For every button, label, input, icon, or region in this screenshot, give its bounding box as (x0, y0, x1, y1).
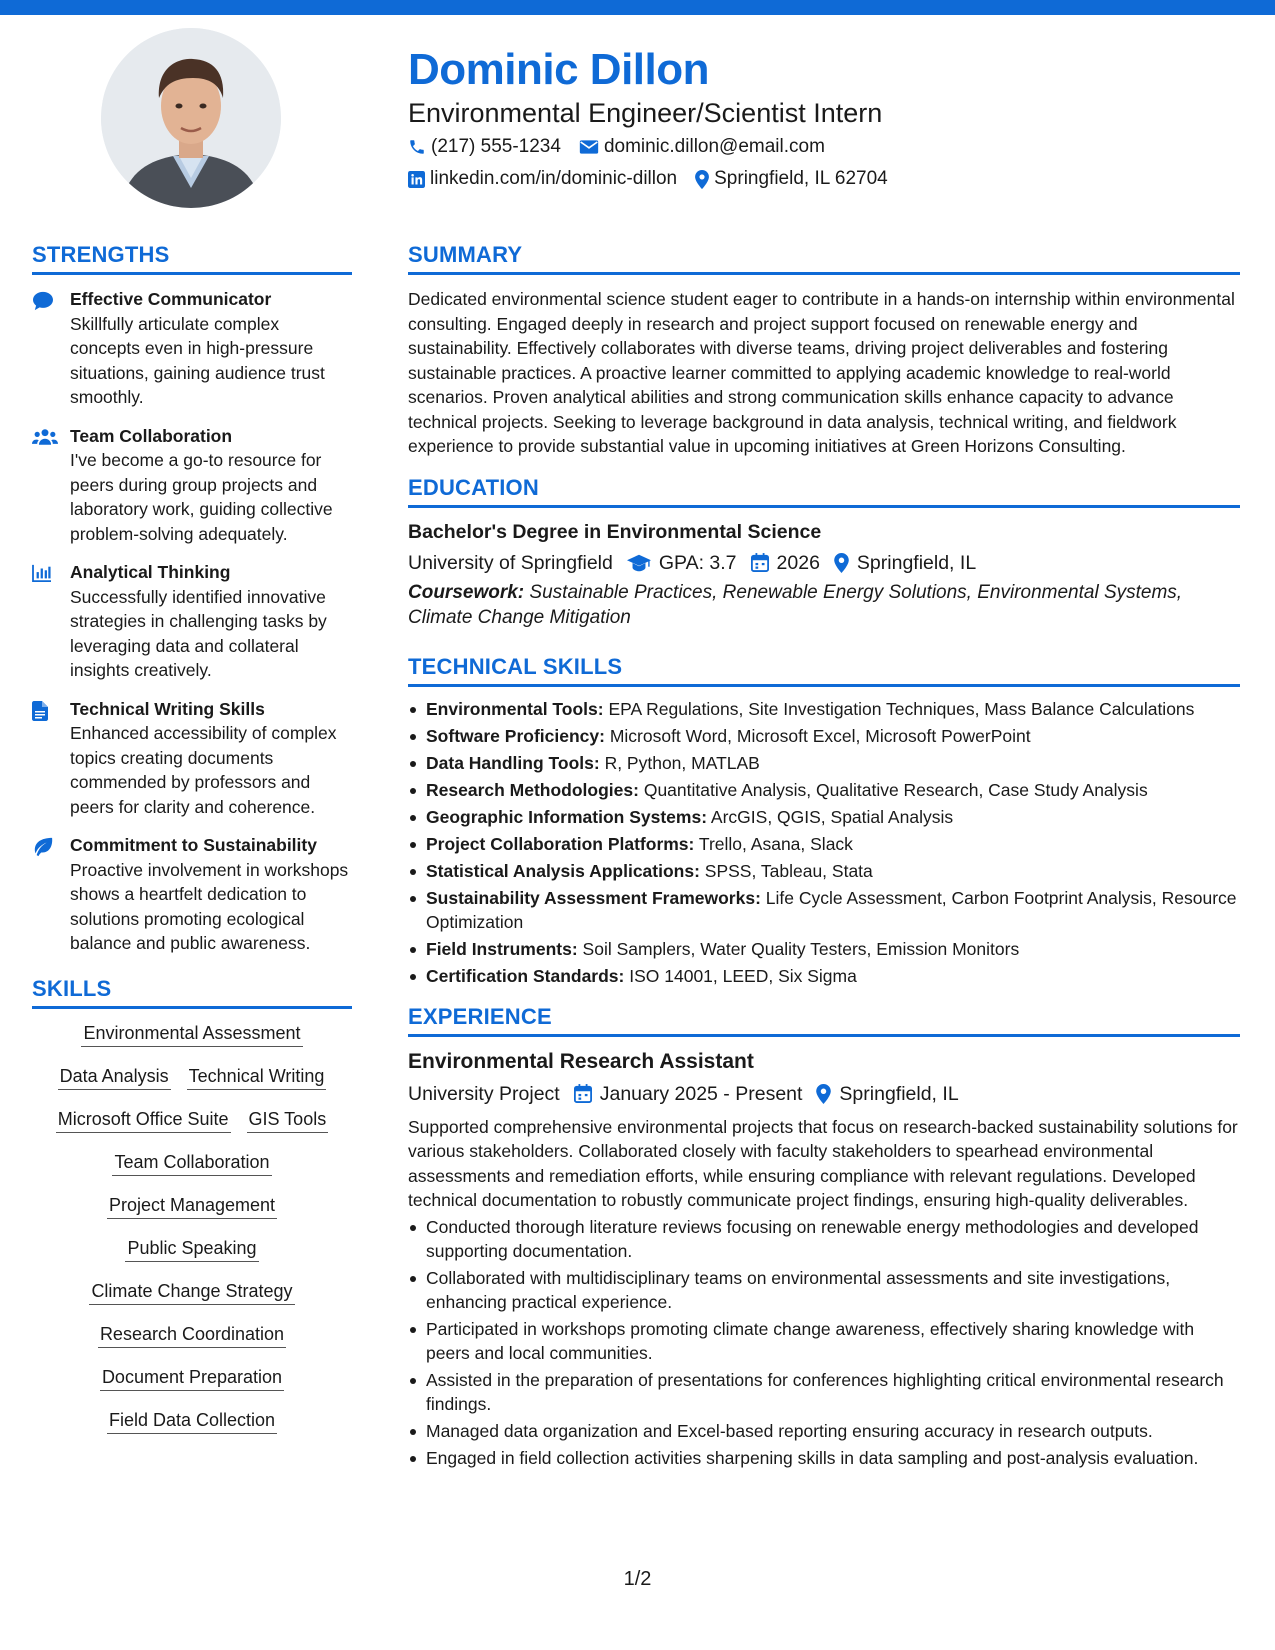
users-icon (32, 428, 58, 446)
skills-heading: SKILLS (32, 974, 352, 1009)
technical-skills-list (408, 697, 1240, 988)
job-bullet: Engaged in field collection activities sharpening skills in data sampling and post-analysis evaluation. (408, 1446, 1240, 1470)
job-organization: University Project (408, 1082, 560, 1105)
education-heading: EDUCATION (408, 473, 1240, 508)
experience-heading: EXPERIENCE (408, 1002, 1240, 1037)
job-bullet: Assisted in the preparation of presentations for conferences highlighting critical environmental research findings. (408, 1368, 1240, 1416)
technical-skill-item: Research Methodologies: Quantitative Analysis, Qualitative Research, Case Study Analysis (408, 778, 1240, 802)
technical-skill-item: Statistical Analysis Applications: SPSS, Tableau, Stata (408, 859, 1240, 883)
skill-tag: Public Speaking (125, 1236, 258, 1262)
profile-photo (101, 28, 281, 208)
page-number: 1/2 (623, 1568, 652, 1590)
right-column (408, 240, 1240, 1473)
job-title: Environmental Research Assistant (408, 1049, 754, 1073)
location-contact (695, 164, 888, 194)
contact-row-1 (408, 132, 1248, 162)
gpa-text: GPA: 3.7 (658, 551, 737, 574)
graduation-cap-icon (627, 554, 651, 572)
skill-tag: Technical Writing (187, 1064, 327, 1090)
map-pin-icon (834, 553, 849, 573)
strength-item (32, 833, 352, 956)
skill-tag: Microsoft Office Suite (56, 1107, 231, 1133)
top-accent-bar (0, 0, 1275, 15)
degree-title: Bachelor's Degree in Environmental Science (408, 520, 822, 543)
email-text: dominic.dillon@email.com (603, 136, 825, 157)
calendar-icon (751, 553, 769, 572)
school-name: University of Springfield (408, 551, 613, 574)
map-pin-icon (695, 170, 709, 189)
strength-text: Successfully identified innovative strategies in challenging tasks by leveraging data and collateral insights creatively. (70, 586, 327, 680)
skill-tag: Project Management (107, 1193, 277, 1219)
leaf-icon (32, 837, 54, 857)
phone-text: (217) 555-1234 (431, 136, 561, 157)
coursework-text: Sustainable Practices, Renewable Energy Solutions, Environmental Systems, Climate Change Mitigation (408, 581, 1183, 628)
strength-item (32, 697, 352, 820)
technical-skill-item: Sustainability Assessment Frameworks: Life Cycle Assessment, Carbon Footprint Analysis, Resource Optimization (408, 886, 1240, 934)
skill-tag: Document Preparation (100, 1365, 284, 1391)
technical-skill-item: Geographic Information Systems: ArcGIS, QGIS, Spatial Analysis (408, 805, 1240, 829)
technical-skills-heading: TECHNICAL SKILLS (408, 652, 1240, 687)
technical-skill-item: Certification Standards: ISO 14001, LEED, Six Sigma (408, 964, 1240, 988)
summary-text: Dedicated environmental science student eager to contribute in a hands-on internship within environmental consulting. Engaged deeply in research and project support focused on renewable energy and sustainability. Effectively collaborates with diverse teams, driving project deliverables and fostering sustainable practices. A proactive learner committed to applying academic knowledge to real-world scenarios. Proven analytical abilities and strong communication skills enhance capacity to advance technical projects. Seeking to leverage background in data analysis, technical writing, and fieldwork experience to provide substantial value in upcoming initiatives at Green Horizons Consulting. (408, 289, 1235, 456)
job-bullet: Conducted thorough literature reviews focusing on renewable energy methodologies and developed supporting documentation. (408, 1215, 1240, 1263)
skill-tag: Research Coordination (98, 1322, 286, 1348)
skill-tag: Climate Change Strategy (89, 1279, 294, 1305)
candidate-name: Dominic Dillon (408, 45, 709, 94)
strength-title: Analytical Thinking (70, 562, 231, 582)
summary-heading: SUMMARY (408, 240, 1240, 275)
job-bullets (408, 1215, 1240, 1470)
strength-text: Skillfully articulate complex concepts even in high-pressure situations, gaining audience trust smoothly. (70, 313, 325, 407)
skill-tag: Team Collaboration (112, 1150, 271, 1176)
strength-title: Effective Communicator (70, 289, 272, 309)
linkedin-contact[interactable] (408, 164, 677, 194)
calendar-icon (574, 1084, 592, 1103)
graduation-year: 2026 (776, 551, 820, 574)
coursework-label: Coursework: (408, 581, 525, 603)
email-icon (579, 139, 599, 155)
job-meta (408, 1079, 1240, 1109)
candidate-title: Environmental Engineer/Scientist Intern (408, 98, 883, 128)
left-column (32, 240, 352, 1451)
phone-contact[interactable] (408, 132, 561, 162)
skill-tag: Field Data Collection (107, 1408, 277, 1434)
technical-skill-item: Software Proficiency: Microsoft Word, Microsoft Excel, Microsoft PowerPoint (408, 724, 1240, 748)
job-dates: January 2025 - Present (599, 1082, 803, 1105)
email-contact[interactable] (579, 132, 825, 162)
person-portrait-icon (101, 28, 281, 208)
strength-item (32, 287, 352, 410)
strengths-heading: STRENGTHS (32, 240, 352, 275)
job-bullet: Collaborated with multidisciplinary teams on environmental assessments and site investigations, enhancing practical experience. (408, 1266, 1240, 1314)
job-location: Springfield, IL (839, 1082, 959, 1105)
skill-tag: Data Analysis (58, 1064, 171, 1090)
strength-title: Commitment to Sustainability (70, 835, 317, 855)
location-text: Springfield, IL 62704 (714, 168, 888, 189)
strength-item (32, 424, 352, 547)
linkedin-text: linkedin.com/in/dominic-dillon (430, 168, 678, 189)
strength-title: Team Collaboration (70, 425, 233, 446)
contact-row-2 (408, 164, 1248, 194)
bar-chart-icon (32, 564, 52, 582)
education-meta (408, 548, 1240, 578)
technical-skill-item: Data Handling Tools: R, Python, MATLAB (408, 751, 1240, 775)
phone-icon (408, 138, 426, 156)
document-icon (32, 701, 48, 721)
technical-skill-item: Field Instruments: Soil Samplers, Water Quality Testers, Emission Monitors (408, 937, 1240, 961)
job-bullet: Participated in workshops promoting climate change awareness, effectively sharing knowledge with peers and local communities. (408, 1317, 1240, 1365)
strength-text: Proactive involvement in workshops shows a heartfelt dedication to solutions promoting ecological balance and public awareness. (70, 859, 349, 953)
skills-list (32, 1021, 352, 1434)
strength-text: I've become a go-to resource for peers during group projects and laboratory work, guiding collective problem-solving adequately. (70, 450, 333, 544)
map-pin-icon (816, 1084, 831, 1104)
job-bullet: Managed data organization and Excel-based reporting ensuring accuracy in research outputs. (408, 1419, 1240, 1443)
education-location: Springfield, IL (856, 551, 977, 574)
strength-text: Enhanced accessibility of complex topics creating documents commended by professors and peers for clarity and coherence. (70, 723, 337, 817)
resume-header (408, 44, 1248, 194)
speech-bubble-icon (32, 291, 54, 311)
skill-tag: GIS Tools (247, 1107, 329, 1133)
technical-skill-item: Project Collaboration Platforms: Trello, Asana, Slack (408, 832, 1240, 856)
technical-skill-item: Environmental Tools: EPA Regulations, Site Investigation Techniques, Mass Balance Calculations (408, 697, 1240, 721)
strength-title: Technical Writing Skills (70, 698, 265, 719)
job-description: Supported comprehensive environmental projects that focus on research-backed sustainability solutions for various stakeholders. Collaborated closely with faculty stakeholders to spearhead environmental assessments and remediation efforts, while ensuring compliance with relevant regulations. Developed technical documentation to robustly communicate project findings, ensuring high-quality deliverables. (408, 1116, 1238, 1210)
strength-item (32, 560, 352, 683)
coursework (408, 580, 1240, 630)
skill-tag: Environmental Assessment (81, 1021, 302, 1047)
linkedin-icon (408, 171, 425, 188)
